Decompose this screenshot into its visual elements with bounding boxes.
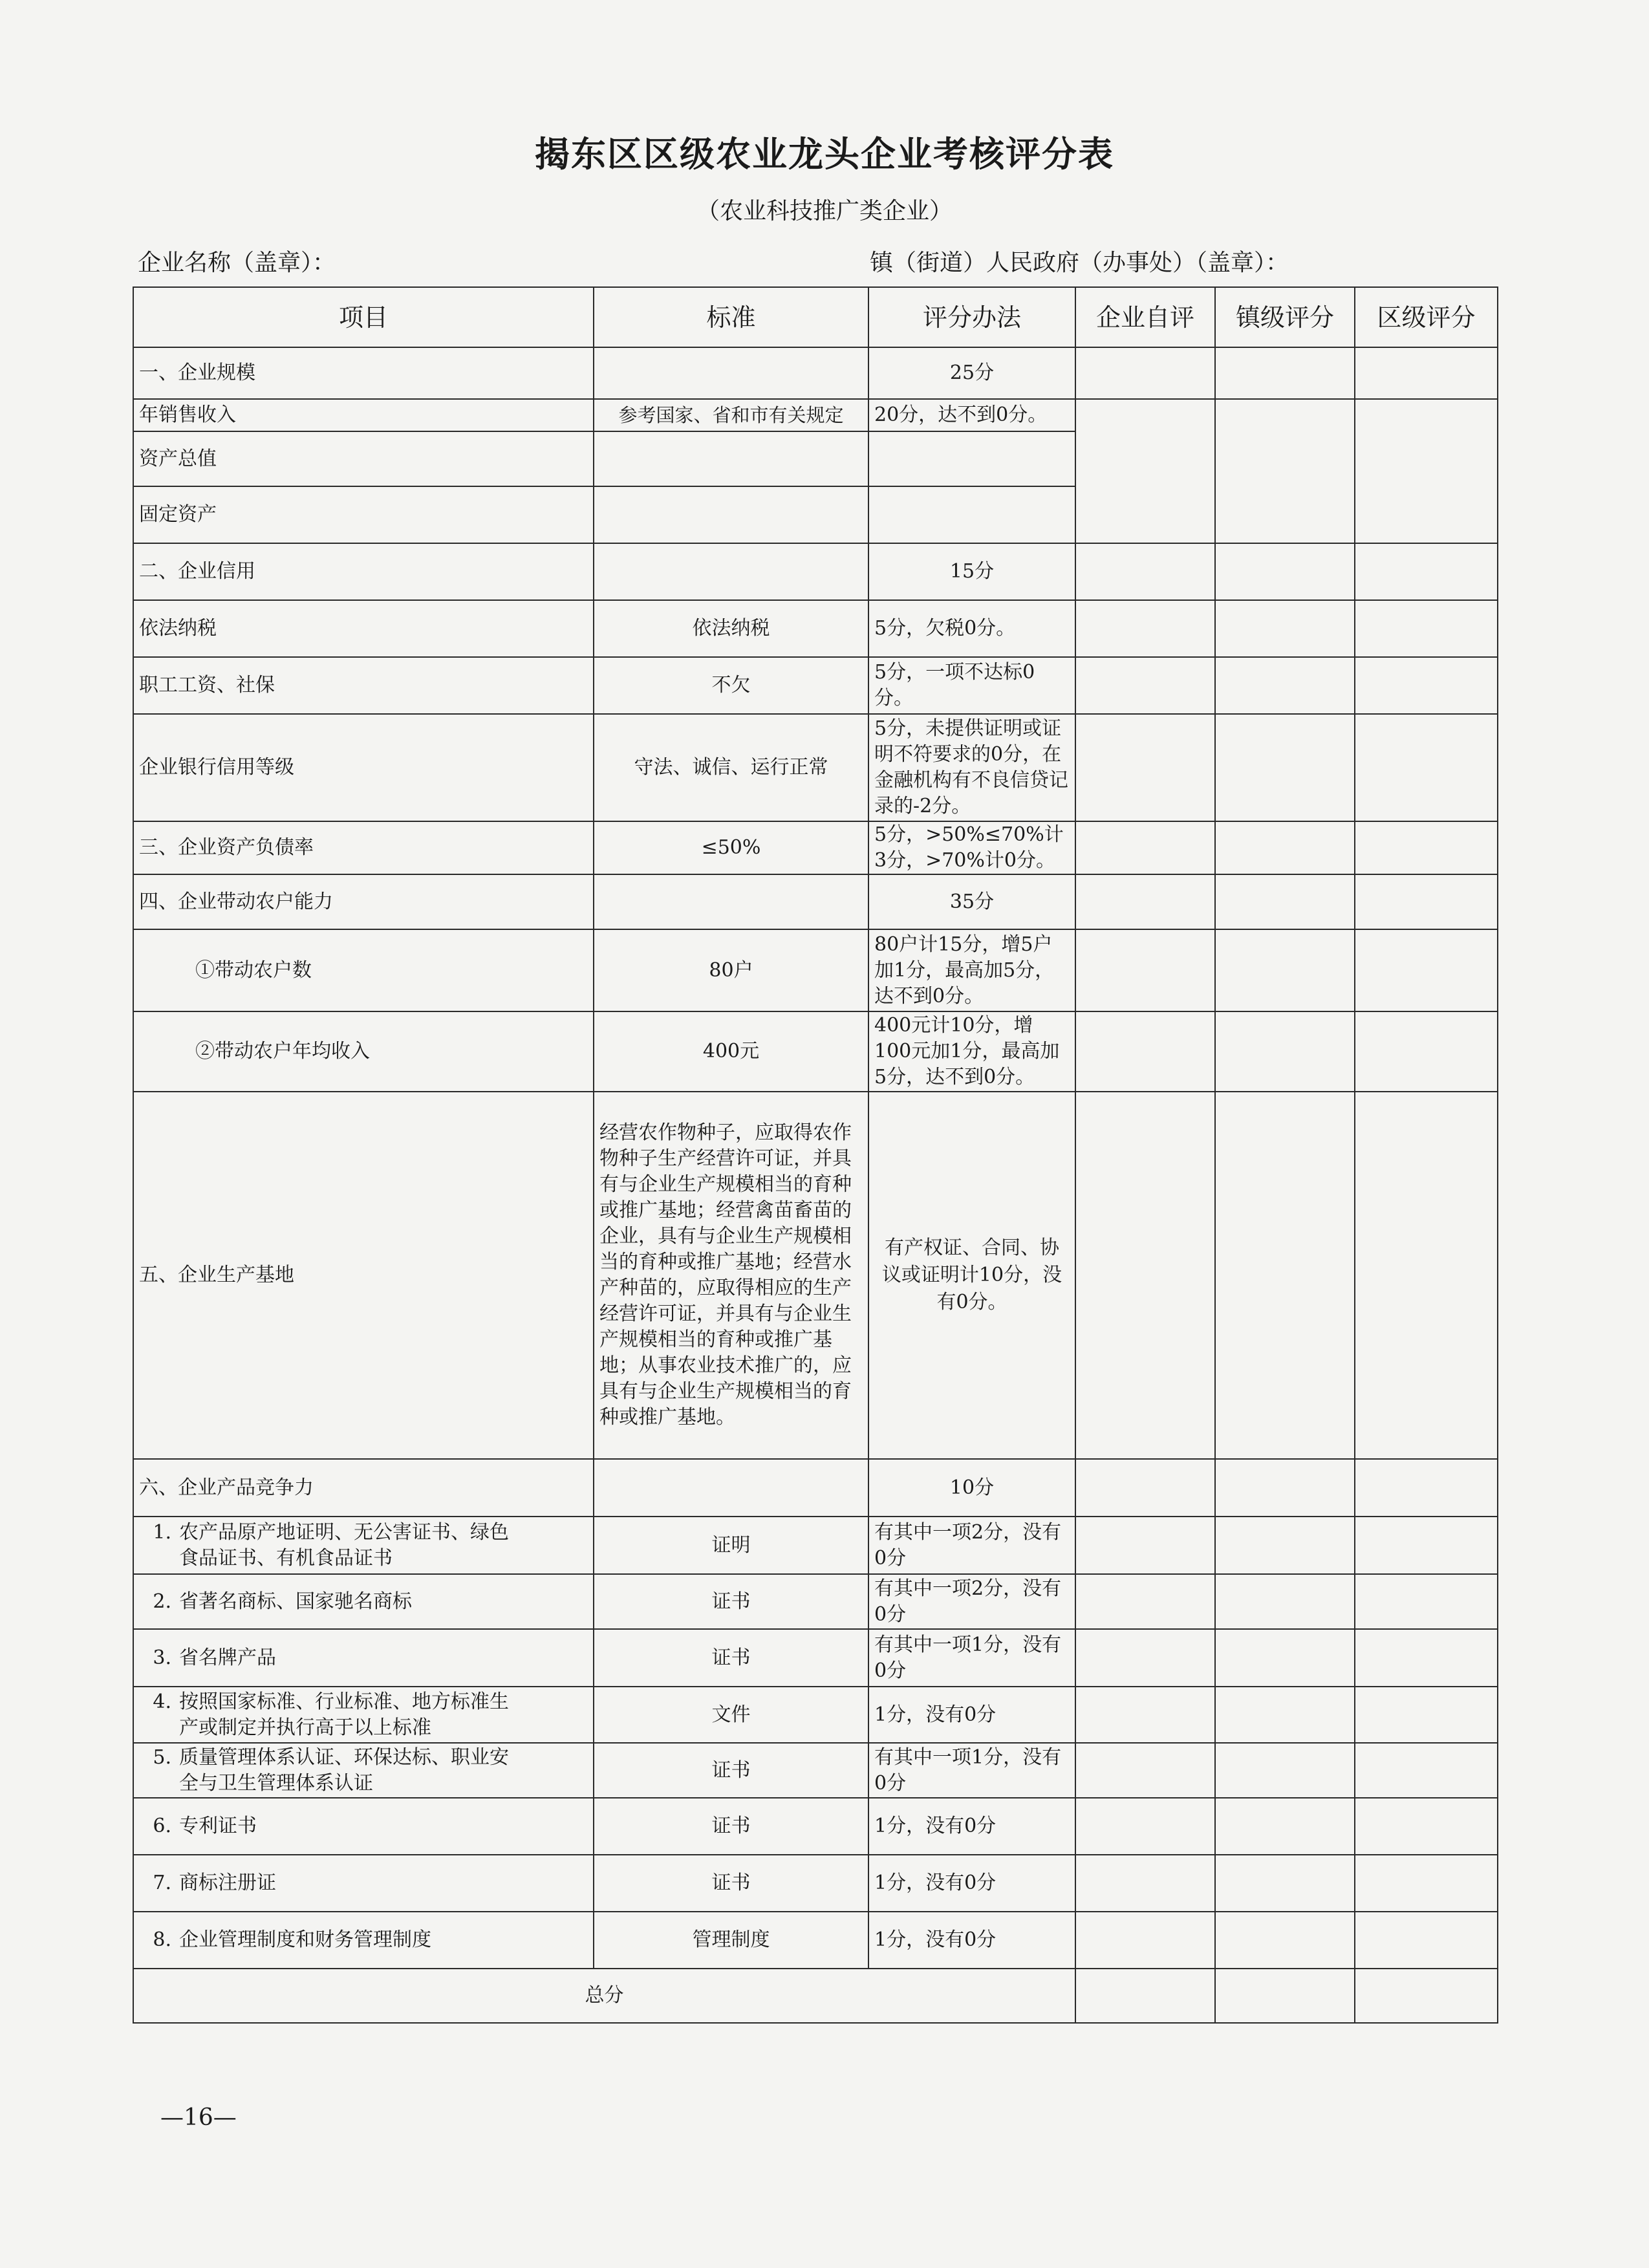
section-debt-ratio: 三、企业资产负债率 — [133, 821, 594, 874]
total-row — [133, 1969, 1498, 2023]
table-row — [133, 1459, 1498, 1517]
district-score-cell — [1355, 347, 1498, 399]
item-label: 企业银行信用等级 — [133, 714, 594, 821]
table-row — [133, 600, 1498, 657]
header-method: 评分办法 — [868, 287, 1075, 347]
table-row — [133, 1687, 1498, 1743]
table-row — [133, 657, 1498, 714]
method-cell: 有其中一项1分，没有0分 — [868, 1629, 1075, 1687]
method-cell: 5分，一项不达标0分。 — [868, 657, 1075, 714]
self-total-cell — [1075, 1969, 1215, 2023]
section-enterprise-scale: 一、企业规模 — [133, 347, 594, 399]
standard-cell: ≤50% — [594, 821, 868, 874]
table-row — [133, 1011, 1498, 1092]
table-row — [133, 874, 1498, 929]
item-label: 6. 专利证书 — [133, 1798, 594, 1855]
town-total-cell — [1215, 1969, 1355, 2023]
item-label: 依法纳税 — [133, 600, 594, 657]
standard-cell: 400元 — [594, 1011, 868, 1092]
item-label: 固定资产 — [133, 486, 594, 543]
standard-cell: 80户 — [594, 929, 868, 1011]
method-cell: 20分，达不到0分。 — [868, 399, 1075, 431]
standard-cell: 证书 — [594, 1743, 868, 1798]
method-cell: 400元计10分，增100元加1分，最高加5分，达不到0分。 — [868, 1011, 1075, 1092]
table-row — [133, 399, 1498, 431]
table-row — [133, 1855, 1498, 1912]
item-label: 4. 按照国家标准、行业标准、地方标准生产或制定并执行高于以上标准 — [133, 1687, 594, 1743]
table-header-row — [133, 287, 1498, 347]
town-score-cell — [1215, 399, 1355, 543]
item-label: 8. 企业管理制度和财务管理制度 — [133, 1912, 594, 1969]
section-points: 10分 — [868, 1459, 1075, 1517]
header-item: 项目 — [133, 287, 594, 347]
table-row — [133, 1743, 1498, 1798]
method-cell: 有产权证、合同、协议或证明计10分，没有0分。 — [868, 1092, 1075, 1459]
section-enterprise-credit: 二、企业信用 — [133, 543, 594, 600]
standard-cell: 证书 — [594, 1798, 868, 1855]
header-self-score: 企业自评 — [1075, 287, 1215, 347]
standard-cell: 证书 — [594, 1629, 868, 1687]
item-label: 资产总值 — [133, 431, 594, 486]
item-label: 3. 省名牌产品 — [133, 1629, 594, 1687]
method-cell: 1分，没有0分 — [868, 1855, 1075, 1912]
table-row — [133, 1092, 1498, 1459]
standard-cell: 证书 — [594, 1855, 868, 1912]
header-standard: 标准 — [594, 287, 868, 347]
section-farmer-driving: 四、企业带动农户能力 — [133, 874, 594, 929]
total-label: 总分 — [133, 1969, 1075, 2023]
table-row — [133, 714, 1498, 821]
page-title: 揭东区区级农业龙头企业考核评分表 — [535, 133, 1114, 175]
method-cell: 有其中一项2分，没有0分 — [868, 1517, 1075, 1574]
method-cell: 有其中一项2分，没有0分 — [868, 1574, 1075, 1629]
header-district-score: 区级评分 — [1355, 287, 1498, 347]
company-name-label: 企业名称（盖章）： — [138, 250, 336, 276]
table-row — [133, 543, 1498, 600]
table-row — [133, 821, 1498, 874]
standard-cell: 经营农作物种子，应取得农作物种子生产经营许可证，并具有与企业生产规模相当的育种或推广基地；经营禽苗畜苗的企业，具有与企业生产规模相当的育种或推广基地；经营水产种苗的，应取得相应的生产经营许可证，并具有与企业生产规模相当的育种或推广基地；从事农业技术推广的，应具有与企业生产规模相当的育种或推广基地。 — [594, 1092, 868, 1459]
district-score-cell — [1355, 399, 1498, 543]
standard-cell: 参考国家、省和市有关规定 — [594, 399, 868, 431]
table-row — [133, 929, 1498, 1011]
table-row — [133, 1798, 1498, 1855]
method-cell: 1分，没有0分 — [868, 1798, 1075, 1855]
standard-cell: 依法纳税 — [594, 600, 868, 657]
method-cell: 5分，欠税0分。 — [868, 600, 1075, 657]
item-label: 5. 质量管理体系认证、环保达标、职业安全与卫生管理体系认证 — [133, 1743, 594, 1798]
item-label: 7. 商标注册证 — [133, 1855, 594, 1912]
standard-cell: 守法、诚信、运行正常 — [594, 714, 868, 821]
page-number: —16— — [160, 2104, 237, 2131]
method-cell: 5分，未提供证明或证明不符要求的0分，在金融机构有不良信贷记录的-2分。 — [868, 714, 1075, 821]
item-label: 年销售收入 — [133, 399, 594, 431]
standard-cell: 证书 — [594, 1574, 868, 1629]
item-label: 职工工资、社保 — [133, 657, 594, 714]
table-row — [133, 1574, 1498, 1629]
item-label: ②带动农户年均收入 — [133, 1011, 594, 1092]
table-row — [133, 1629, 1498, 1687]
section-points: 35分 — [868, 874, 1075, 929]
item-label: 2. 省著名商标、国家驰名商标 — [133, 1574, 594, 1629]
self-score-cell — [1075, 347, 1215, 399]
header-town-score: 镇级评分 — [1215, 287, 1355, 347]
section-points: 15分 — [868, 543, 1075, 600]
district-total-cell — [1355, 1969, 1498, 2023]
town-score-cell — [1215, 347, 1355, 399]
method-cell: 1分，没有0分 — [868, 1912, 1075, 1969]
item-label: 1. 农产品原产地证明、无公害证书、绿色食品证书、有机食品证书 — [133, 1517, 594, 1574]
standard-cell: 证明 — [594, 1517, 868, 1574]
method-cell: 80户计15分，增5户加1分，最高加5分，达不到0分。 — [868, 929, 1075, 1011]
scoring-table — [133, 286, 1498, 2024]
method-cell: 5分，>50%≤70%计3分，>70%计0分。 — [868, 821, 1075, 874]
section-points: 25分 — [868, 347, 1075, 399]
standard-cell: 文件 — [594, 1687, 868, 1743]
self-score-cell — [1075, 399, 1215, 543]
table-row — [133, 1912, 1498, 1969]
standard-cell: 不欠 — [594, 657, 868, 714]
method-cell: 有其中一项1分，没有0分 — [868, 1743, 1075, 1798]
section-product-competitiveness: 六、企业产品竞争力 — [133, 1459, 594, 1517]
standard-cell: 管理制度 — [594, 1912, 868, 1969]
town-government-label: 镇（街道）人民政府（办事处）（盖章）： — [870, 250, 1289, 276]
section-production-base: 五、企业生产基地 — [133, 1092, 594, 1459]
table-row — [133, 1517, 1498, 1574]
table-row — [133, 347, 1498, 399]
method-cell: 1分，没有0分 — [868, 1687, 1075, 1743]
item-label: ①带动农户数 — [133, 929, 594, 1011]
page-subtitle: （农业科技推广类企业） — [696, 198, 953, 224]
